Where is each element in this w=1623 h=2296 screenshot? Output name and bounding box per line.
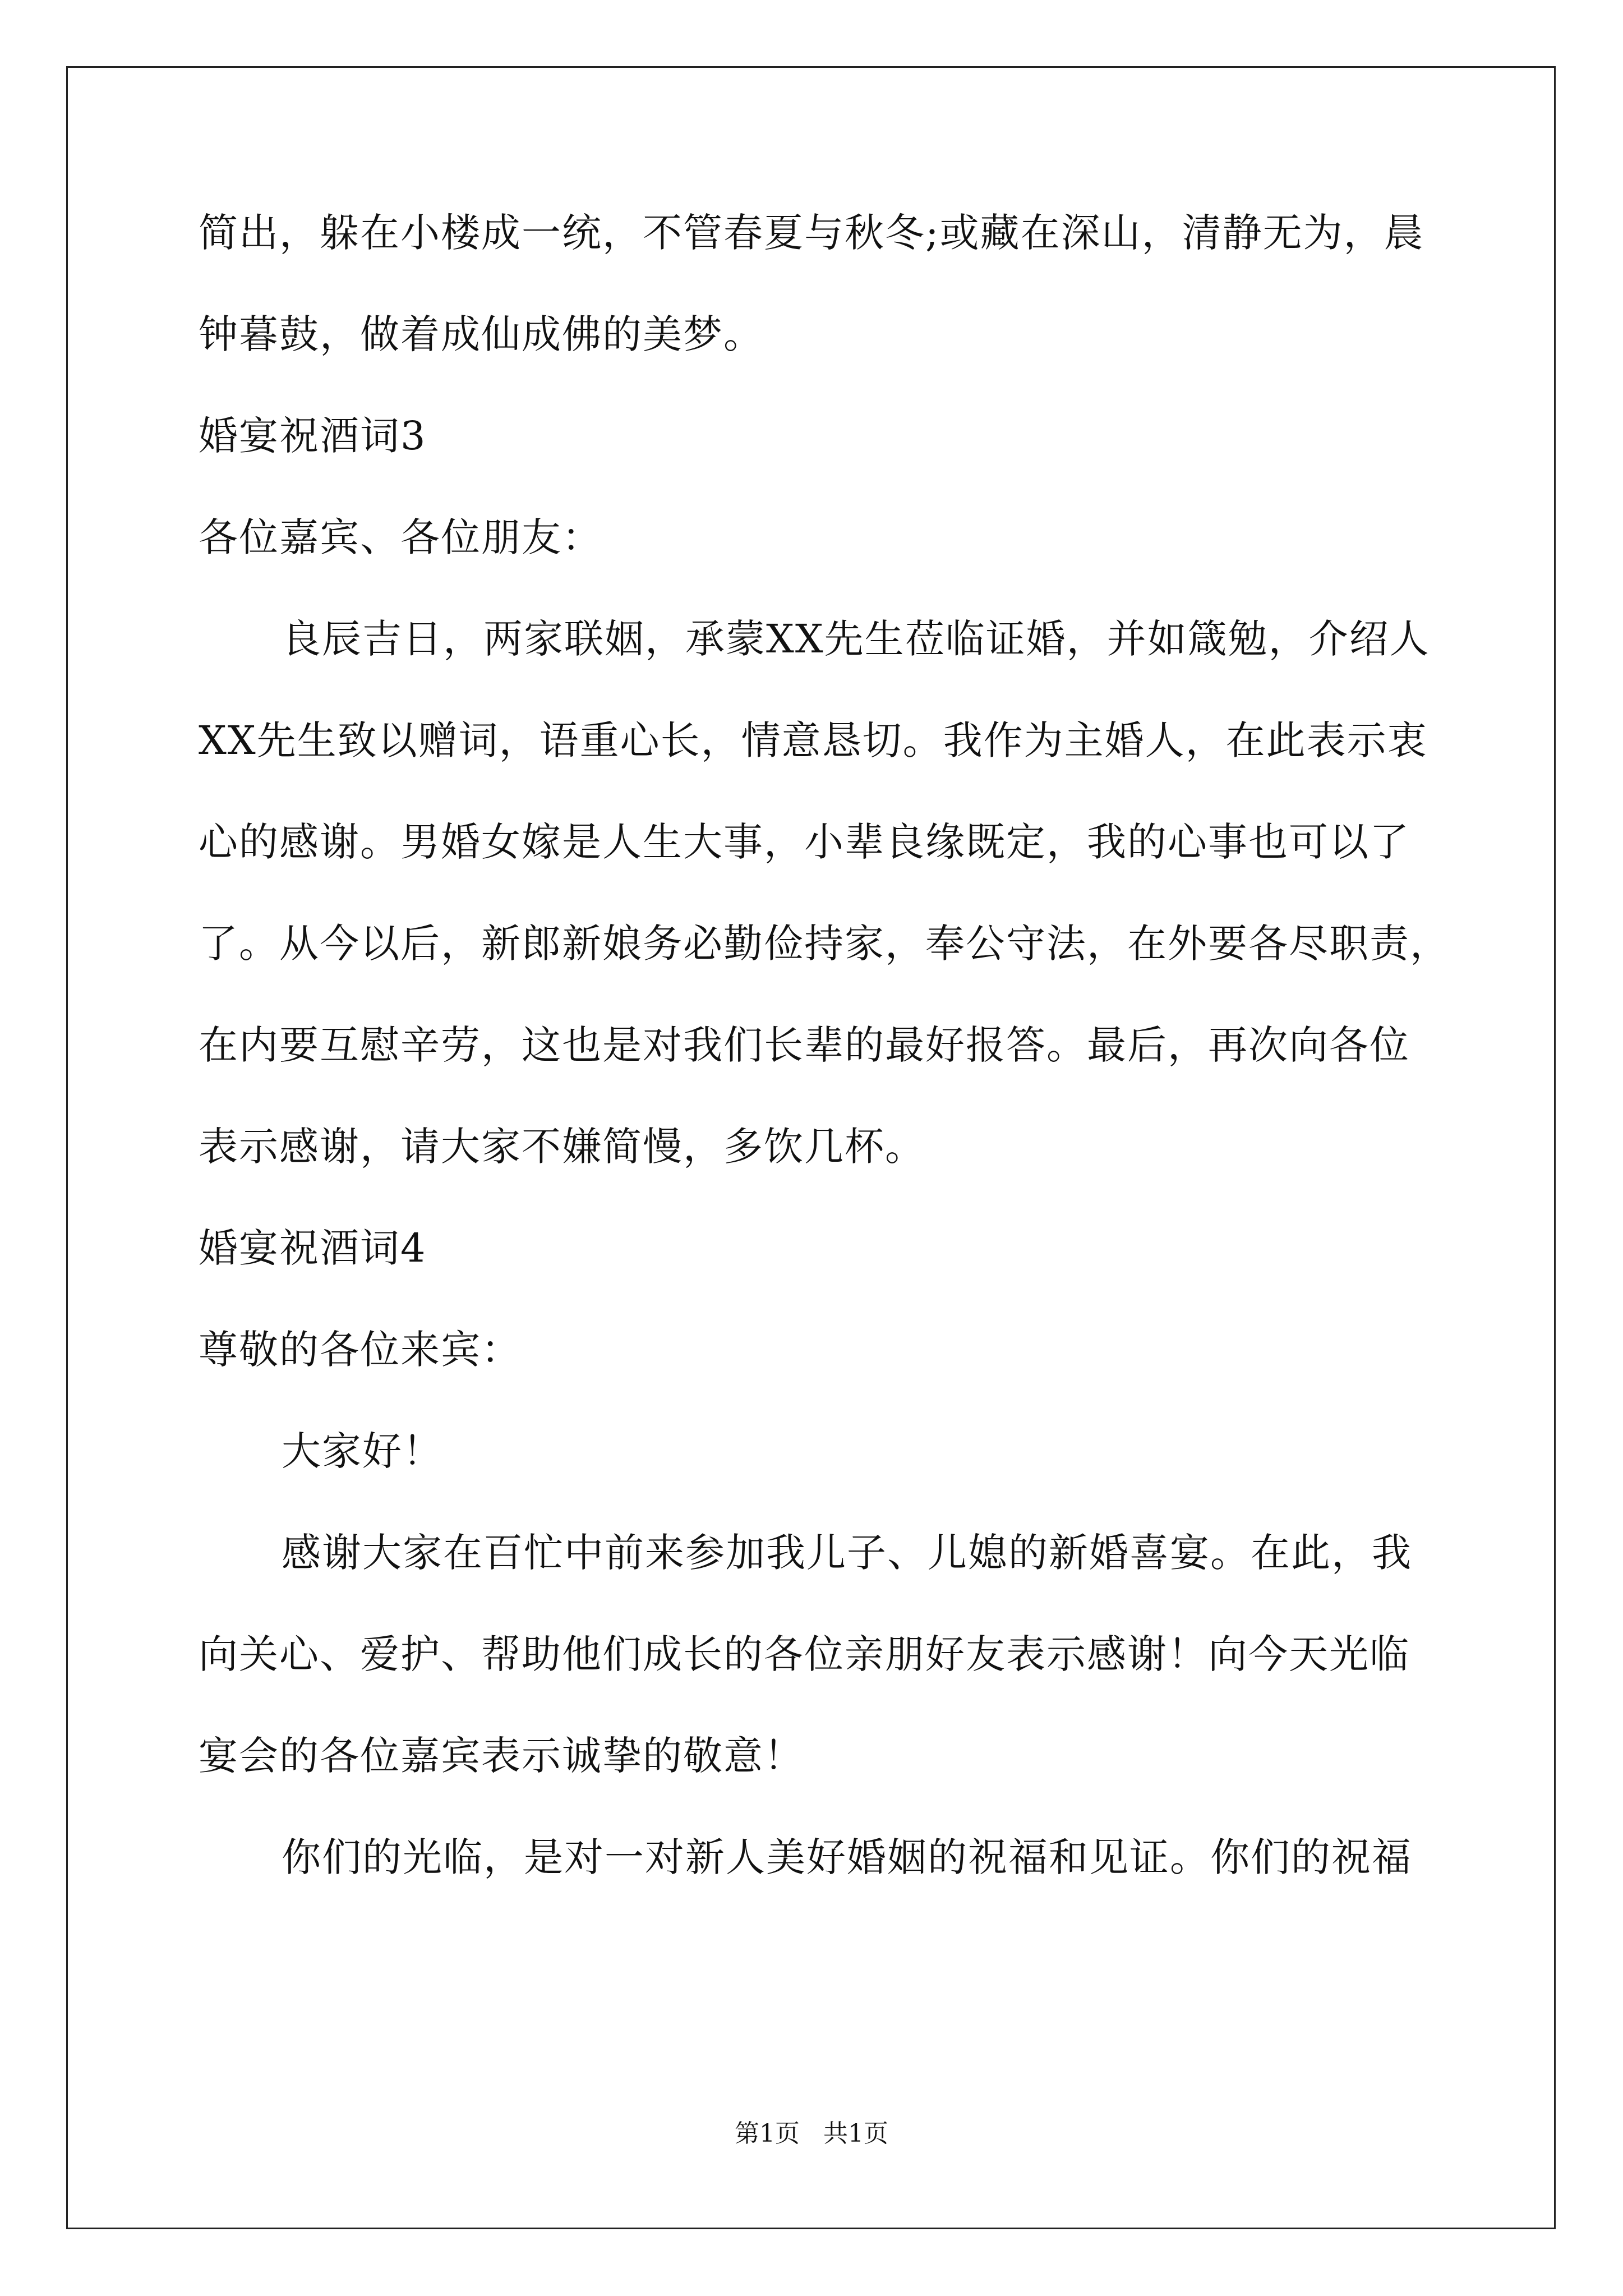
greeting: 大家好！: [282, 1428, 443, 1474]
body-line: 简出，躲在小楼成一统，不管春夏与秋冬;或藏在深山，清静无为，晨: [199, 210, 1424, 256]
page-total: 共1页: [823, 2119, 888, 2148]
body-line: 感谢大家在百忙中前来参加我儿子、儿媳的新婚喜宴。在此，我: [282, 1530, 1412, 1576]
body-line: XX先生致以赠词，语重心长，情意恳切。我作为主婚人，在此表示衷: [199, 717, 1428, 763]
section-heading: 婚宴祝酒词3: [199, 413, 427, 459]
body-line: 了。从今以后，新郎新娘务必勤俭持家，奉公守法，在外要各尽职责，: [199, 921, 1450, 967]
salutation: 尊敬的各位来宾：: [199, 1327, 522, 1373]
salutation: 各位嘉宾、各位朋友：: [199, 514, 602, 560]
body-line: 良辰吉日，两家联姻，承蒙XX先生莅临证婚，并如箴勉，介绍人: [282, 616, 1430, 662]
section-heading: 婚宴祝酒词4: [199, 1225, 427, 1271]
body-line: 钟暮鼓，做着成仙成佛的美梦。: [199, 311, 764, 357]
page-number: 第1页: [735, 2119, 800, 2148]
body-line: 在内要互慰辛劳，这也是对我们长辈的最好报答。最后，再次向各位: [199, 1022, 1410, 1068]
body-line: 宴会的各位嘉宾表示诚挚的敬意！: [199, 1733, 804, 1779]
body-line: 向关心、爱护、帮助他们成长的各位亲朋好友表示感谢！向今天光临: [199, 1631, 1410, 1677]
body-line: 心的感谢。男婚女嫁是人生大事，小辈良缘既定，我的心事也可以了: [199, 819, 1410, 865]
body-line: 表示感谢，请大家不嫌简慢，多饮几杯。: [199, 1124, 925, 1170]
page-footer: [0, 2117, 1623, 2151]
body-line: 你们的光临，是对一对新人美好婚姻的祝福和见证。你们的祝福: [282, 1834, 1412, 1880]
